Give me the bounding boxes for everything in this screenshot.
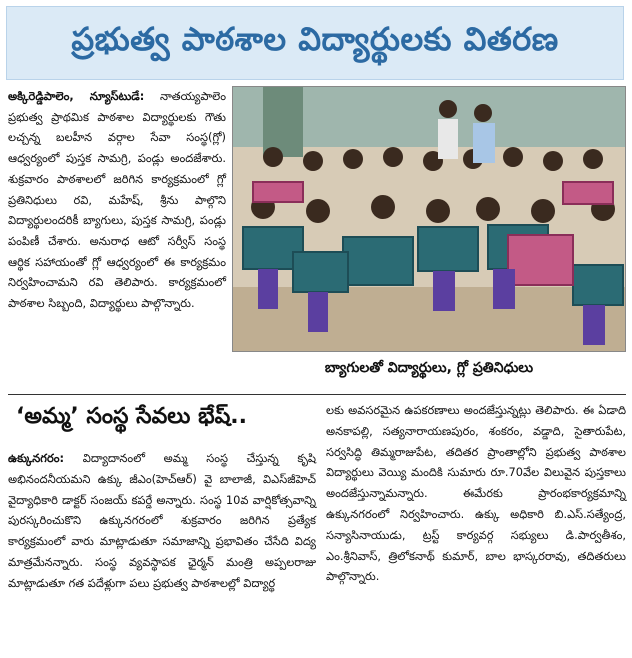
article1-text: నాతయ్యపాలెం ప్రభుత్వ ప్రాథమిక పాఠశాల విద్యార్థులకు గౌతు లచ్చన్న బలహీన వర్గాల సేవా సంస్థ(గ్లో) ఆధ్వర్యంలో పుస్తక సామగ్రి, పండ్లు అందజేశారు. శుక్రవారం పాఠశాలలో జరిగిన కార్యక్రమంలో గ్లో ప్రతినిధులు రవి, మహేష్, శ్రీను పాల్గొని విద్యార్థులందరికీ బ్యాగులు, పుస్తక సామగ్రి, పండ్లు పంపిణీ చేశారు. అనురాధ ఆటో సర్వీస్ సంస్థ ఆర్థిక సహాయంతో గ్లో ఆధ్వర్యంలో ఈ కార్యక్రమం నిర్వహించామని రవి తెలిపారు. కార్యక్రమంలో పాఠశాల సిబ్బంది, విద్యార్థులు పాల్గొన్నారు. (8, 89, 226, 311)
article2-body-left (8, 448, 316, 594)
headline-banner (6, 6, 624, 80)
article2-text-left: విద్యాదానంలో అమ్మ సంస్థ చేస్తున్న కృషి అభినందనీయమని ఉక్కు జీఎం(హెచ్ఆర్) వై బాలాజీ, విఎస్‌జీహెచ్ వైద్యాధికారి డాక్టర్ సంజయ్ కపర్డే అన్నారు. సంస్థ 10వ వార్షికోత్సవాన్ని పురస్కరించుకొని ఉక్కునగరంలో శుక్రవారం జరిగిన ప్రత్యేక కార్యక్రమంలో వారు మాట్లాడుతూ సమాజాన్ని ప్రభావితం చేసేది విద్య మాత్రమేనన్నారు. సంస్థ వ్యవస్థాపక ఛైర్మన్ మంత్రి అప్పలరాజు మాట్లాడుతూ గత పదేళ్లుగా పలు ప్రభుత్వ పాఠశాలల్లో విద్యార్థ (8, 451, 317, 590)
article1-dateline: అక్కిరెడ్డిపాలెం, న్యూస్‌టుడే: (8, 89, 145, 103)
article2-headline: ‘అమ్మ’ సంస్థ సేవలు భేష్.. (16, 404, 247, 429)
photo-illustration (233, 87, 625, 351)
section-divider (8, 394, 626, 395)
news-photo (232, 86, 626, 352)
article2-body-right: లకు అవసరమైన ఉపకరణాలు అందజేస్తున్నట్లు తెలిపారు. ఈ ఏడాది అనకాపల్లి, సత్యనారాయణపురం, శంకరం, వడ్డాది, సైతారుపేట, సర్వసిద్ధి తిమ్మరాజుపేట, తదితర ప్రాంతాల్లోని ప్రభుత్వ పాఠశాల విద్యార్థులు వెయ్యి మందికి సుమారు రూ.70వేల విలువైన పుస్తకాలు అందజేస్తున్నామన్నారు. ఈమేరకు ప్రారంభకార్యక్రమాన్ని ఉక్కునగరంలో నిర్వహించారు. ఉక్కు అధికారి బి.ఎస్.సత్యేంద్ర, సన్యాసినాయుడు, ట్రస్ట్ కార్యవర్గ సభ్యులు డి.పార్వతీశం, ఎం.శ్రీనివాస్, త్రిలోకనాథ్ కుమార్, బాల భాస్కరరావు, తదితరులు పాల్గొన్నారు. (326, 403, 626, 584)
article2-dateline: ఉక్కునగరం: (8, 451, 65, 465)
article1-body (8, 86, 226, 314)
photo-caption: బ్యాగులతో విద్యార్థులు, గ్లో ప్రతినిధులు (324, 360, 534, 376)
main-headline: ప్రభుత్వ పాఠశాల విద్యార్థులకు వితరణ (71, 20, 559, 58)
